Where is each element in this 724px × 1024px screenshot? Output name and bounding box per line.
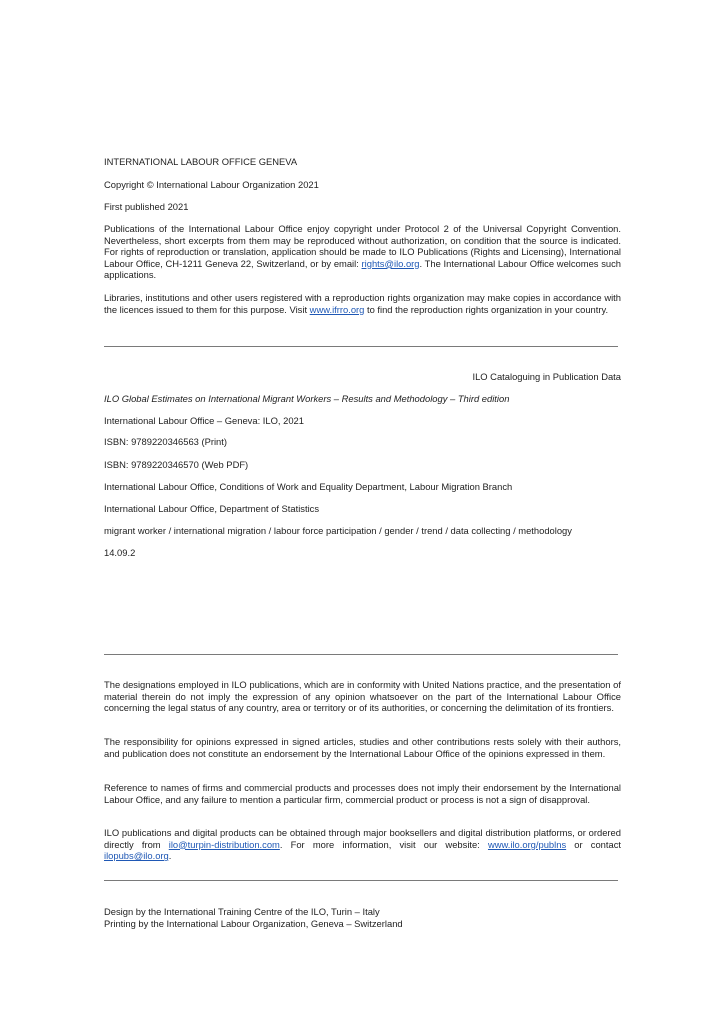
publisher-line: INTERNATIONAL LABOUR OFFICE GENEVA — [104, 156, 298, 167]
cataloguing-title: ILO Global Estimates on International Migrant Workers – Results and Methodology – Third edition — [104, 393, 510, 404]
keywords-line: migrant worker / international migration / labour force participation / gender / trend / data collecting / methodology — [104, 525, 572, 536]
design-credit: Design by the International Training Centre of the ILO, Turin – Italy — [104, 906, 380, 917]
cataloguing-heading: ILO Cataloguing in Publication Data — [472, 371, 621, 382]
first-published-line: First published 2021 — [104, 201, 189, 212]
department-statistics: International Labour Office, Department of Statistics — [104, 503, 320, 514]
isbn-print: ISBN: 9789220346563 (Print) — [104, 436, 227, 447]
ilo-publns-link[interactable]: www.ilo.org/publns — [487, 838, 567, 850]
divider — [104, 880, 618, 881]
turpin-email-link[interactable]: ilo@turpin-distribution.com — [168, 838, 280, 850]
divider — [104, 654, 618, 655]
responsibility-disclaimer: The responsibility for opinions expressed in signed articles, studies and other contributions rests solely with their authors, and publication does not constitute an endorsement by the International Labour Office of the opinions expressed in them. — [104, 736, 621, 759]
rights-paragraph: Publications of the International Labour Office enjoy copyright under Protocol 2 of the Universal Copyright Convention. Nevertheless, short excerpts from them may be reproduced without authorization, on condition that the source is indicated. For rights of reproduction or translation, application should be made to ILO Publications (Rights and Licensing), International Labour Office, CH-1211 Geneva 22, Switzerland, or by email: rights@ilo.org. The International Labour Office welcomes such applications. — [104, 223, 621, 281]
cataloguing-imprint: International Labour Office – Geneva: ILO, 2021 — [104, 415, 304, 426]
classification-code: 14.09.2 — [104, 547, 136, 558]
department-labour-migration: International Labour Office, Conditions of Work and Equality Department, Labour Migration Branch — [104, 481, 513, 492]
ifrro-link[interactable]: www.ifrro.org — [309, 303, 365, 315]
distribution-paragraph: ILO publications and digital products can be obtained through major booksellers and digital distribution platforms, or ordered directly from ilo@turpin-distribution.com. For more information, visit our website: www.ilo.org/publns or contact ilopubs@ilo.org. — [104, 827, 621, 862]
printing-credit: Printing by the International Labour Organization, Geneva – Switzerland — [104, 918, 403, 929]
designations-disclaimer: The designations employed in ILO publications, which are in conformity with United Nations practice, and the presentation of material therein do not imply the expression of any opinion whatsoever on the part of the International Labour Office concerning the legal status of any country, area or territory or of its authorities, or concerning the delimitation of its frontiers. — [104, 679, 621, 714]
divider — [104, 346, 618, 347]
isbn-web: ISBN: 9789220346570 (Web PDF) — [104, 459, 249, 470]
firms-disclaimer: Reference to names of firms and commercial products and processes does not imply their endorsement by the International Labour Office, and any failure to mention a particular firm, commercial product or process is not a sign of disapproval. — [104, 782, 621, 805]
rights-email-link[interactable]: rights@ilo.org — [361, 257, 420, 269]
copyright-line: Copyright © International Labour Organization 2021 — [104, 179, 319, 190]
ilopubs-email-link[interactable]: ilopubs@ilo.org — [104, 850, 169, 862]
rro-paragraph: Libraries, institutions and other users registered with a reproduction rights organization may make copies in accordance with the licences issued to them for this purpose. Visit www.ifrro.org to find the reproduction rights organization in your country. — [104, 292, 621, 315]
